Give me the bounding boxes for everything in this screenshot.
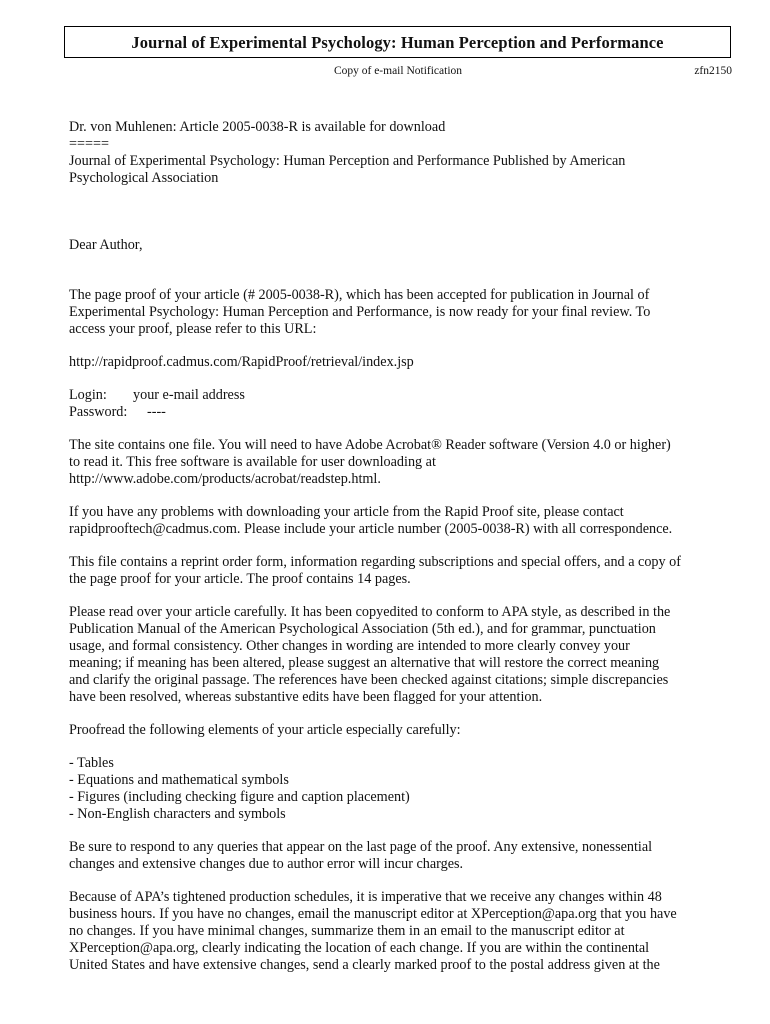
login-row [69,387,729,404]
journal-line-1: Journal of Experimental Psychology: Human Perception and Performance Published by American [69,153,626,169]
journal-line-2: Psychological Association [69,170,219,186]
login-value: your e-mail address [133,387,245,403]
para1-line: Experimental Psychology: Human Perception and Performance, is now ready for your final review. To [69,304,651,320]
subject-separator: ===== [69,136,110,152]
document-code: zfn2150 [694,65,732,77]
para2-line: to read it. This free software is available for user downloading at [69,454,436,470]
subheader [64,63,732,79]
password-label: Password: [69,404,128,420]
email-subject: Dr. von Muhlenen: Article 2005-0038-R is available for download [69,119,446,135]
notification-subtitle: Copy of e-mail Notification [333,65,463,77]
para8-line: XPerception@apa.org, clearly indicating the location of each change. If you are within the continental [69,940,650,956]
para3-line: rapidprooftech@cadmus.com. Please include your article number (2005-0038-R) with all correspondence. [69,521,673,537]
para5-line: meaning; if meaning has been altered, please suggest an alternative that will restore the correct meaning [69,655,660,671]
email-body [69,119,729,974]
para2-line: http://www.adobe.com/products/acrobat/readstep.html. [69,471,381,487]
para1-line: The page proof of your article (# 2005-0038-R), which has been accepted for publication in Journal of [69,287,650,303]
para7-line: changes and extensive changes due to author error will incur charges. [69,856,464,872]
password-row [69,404,729,421]
para8-line: business hours. If you have no changes, email the manuscript editor at XPerception@apa.org that you have [69,906,677,922]
para2-line: The site contains one file. You will need to have Adobe Acrobat® Reader software (Version 4.0 or higher) [69,437,671,453]
greeting: Dear Author, [69,237,143,253]
para5-line: Publication Manual of the American Psychological Association (5th ed.), and for grammar, punctuation [69,621,656,637]
list-item: - Figures (including checking figure and caption placement) [69,789,410,805]
para7-line: Be sure to respond to any queries that appear on the last page of the proof. Any extensive, nonessential [69,839,653,855]
list-item: - Equations and mathematical symbols [69,772,289,788]
para8-line: no changes. If you have minimal changes, summarize them in an email to the manuscript editor at [69,923,625,939]
journal-title: Journal of Experimental Psychology: Human Perception and Performance [131,32,664,52]
password-value: ---- [147,404,166,420]
para5-line: have been resolved, whereas substantive edits have been flagged for your attention. [69,689,543,705]
list-item: - Tables [69,755,114,771]
para5-line: usage, and formal consistency. Other changes in wording are intended to more clearly convey your [69,638,630,654]
para6: Proofread the following elements of your article especially carefully: [69,722,461,738]
para5-line: and clarify the original passage. The references have been checked against citations; simple discrepancies [69,672,669,688]
para4-line: the page proof for your article. The proof contains 14 pages. [69,571,411,587]
journal-header-box [64,26,731,58]
para1-line: access your proof, please refer to this URL: [69,321,317,337]
para8-line: United States and have extensive changes, send a clearly marked proof to the postal address given at the [69,957,660,973]
login-label: Login: [69,387,107,403]
proof-url: http://rapidproof.cadmus.com/RapidProof/retrieval/index.jsp [69,354,414,370]
para8-line: Because of APA’s tightened production schedules, it is imperative that we receive any changes within 48 [69,889,662,905]
list-item: - Non-English characters and symbols [69,806,286,822]
para4-line: This file contains a reprint order form, information regarding subscriptions and special offers, and a copy of [69,554,681,570]
para5-line: Please read over your article carefully. It has been copyedited to conform to APA style, as described in the [69,604,671,620]
para3-line: If you have any problems with downloading your article from the Rapid Proof site, please contact [69,504,624,520]
